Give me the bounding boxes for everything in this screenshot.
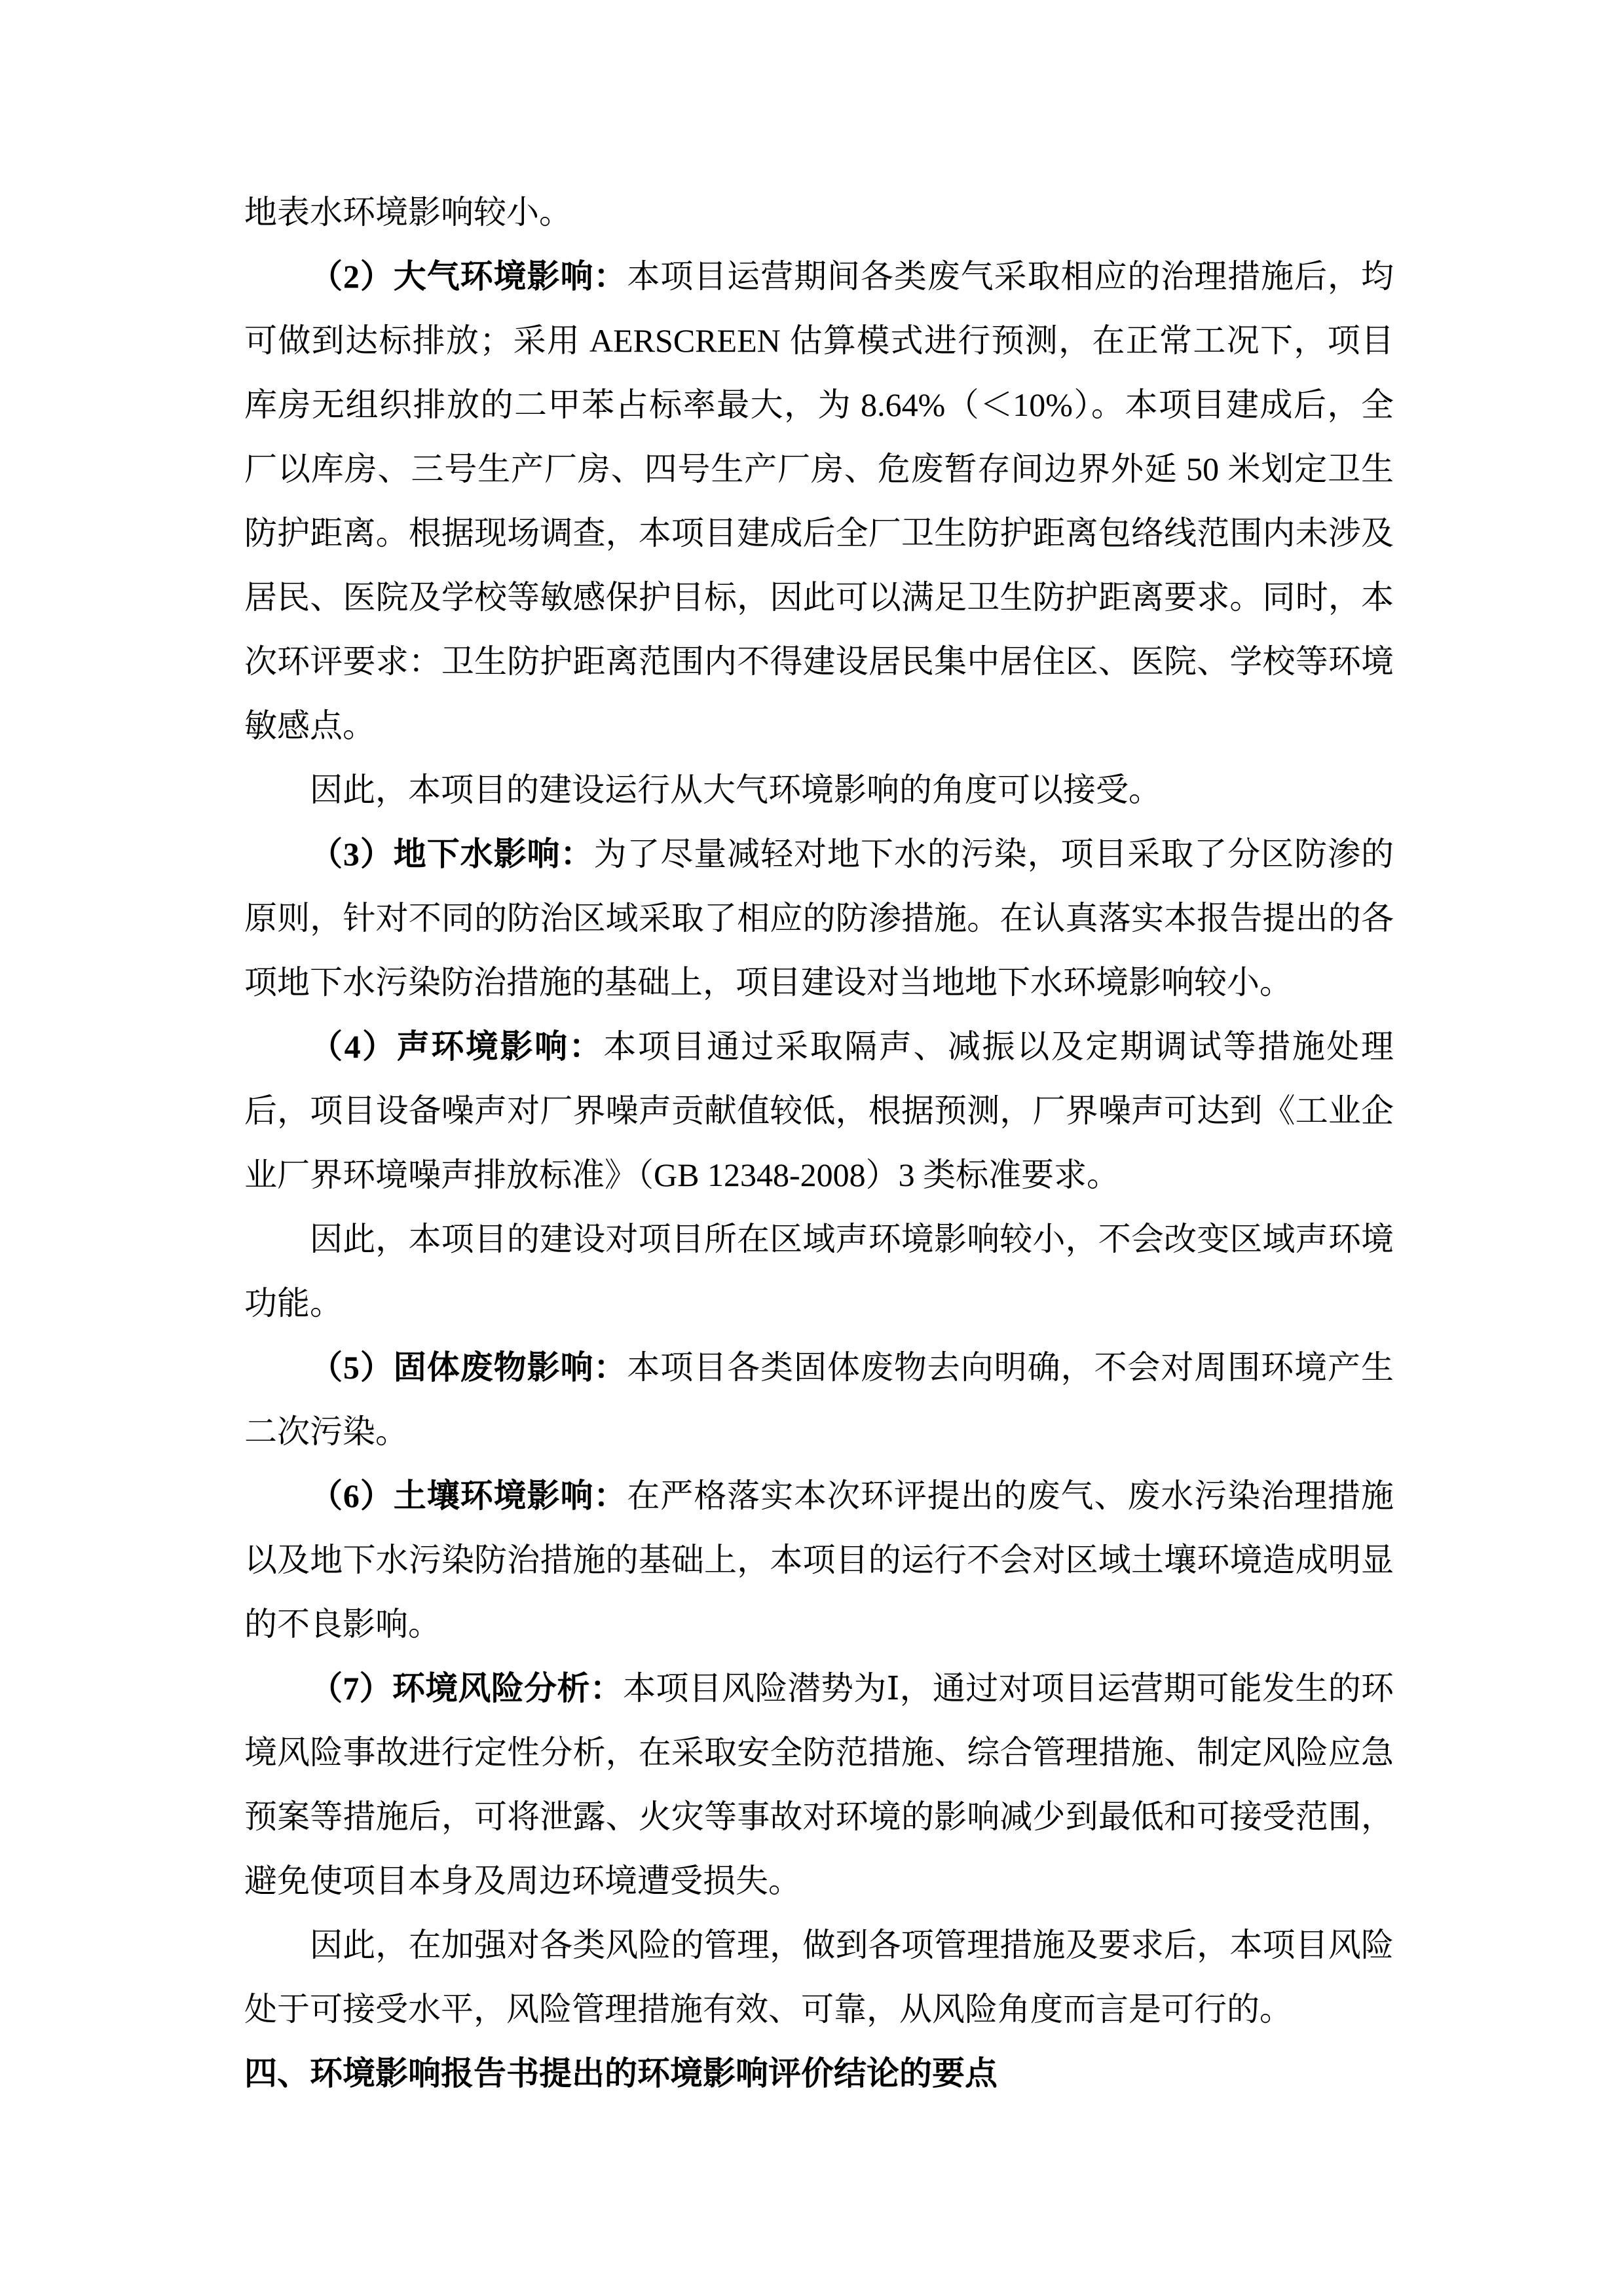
text-run: 本项目运营期间各类废气采取相应的治理措施后，均可做到达标排放；采用 AERSCREEN 估算模式进行预测，在正常工况下，项目库房无组织排放的二甲苯占标率最大，为 8.64%（＜10%）。本项目建成后，全厂以库房、三号生产厂房、四号生产厂房、危废暂存间边界外延 50 米划定卫生防护距离。根据现场调查，本项目建成后全厂卫生防护距离包络线范围内未涉及居民、医院及学校等敏感保护目标，因此可以满足卫生防护距离要求。同时，本次环评要求：卫生防护距离范围内不得建设居民集中居住区、医院、学校等环境敏感点。 <box>244 258 1394 744</box>
paragraph <box>244 822 1394 1014</box>
text-run: 本项目通过采取隔声、减振以及定期调试等措施处理后，项目设备噪声对厂界噪声贡献值较低，根据预测，厂界噪声可达到《工业企业厂界环境噪声排放标准》（GB 12348-2008）3 类标准要求。 <box>244 1028 1394 1193</box>
text-run: 本项目各类固体废物去向明确，不会对周围环境产生二次污染。 <box>244 1349 1394 1450</box>
text-run: 地表水环境影响较小。 <box>244 194 572 231</box>
paragraph <box>244 1207 1394 1335</box>
clause-label: （5）固体废物影响： <box>310 1349 627 1386</box>
paragraph <box>244 244 1394 758</box>
text-run: 在严格落实本次环评提出的废气、废水污染治理措施以及地下水污染防治措施的基础上，本项目的运行不会对区域土壤环境造成明显的不良影响。 <box>244 1477 1394 1642</box>
text-run: 因此，本项目的建设对项目所在区域声环境影响较小，不会改变区域声环境功能。 <box>244 1221 1394 1322</box>
text-run: 因此，在加强对各类风险的管理，做到各项管理措施及要求后，本项目风险处于可接受水平，风险管理措施有效、可靠，从风险角度而言是可行的。 <box>244 1927 1394 2028</box>
clause-label: （4）声环境影响： <box>310 1028 604 1065</box>
paragraph <box>244 1913 1394 2041</box>
paragraph <box>244 1014 1394 1207</box>
clause-label: （7）环境风险分析： <box>310 1670 624 1707</box>
section-heading <box>244 2041 1394 2105</box>
clause-label: 四、环境影响报告书提出的环境影响评价结论的要点 <box>244 2055 998 2092</box>
paragraph <box>244 1335 1394 1464</box>
paragraph <box>244 1656 1394 1913</box>
clause-label: （6）土壤环境影响： <box>310 1477 627 1514</box>
paragraph <box>244 758 1394 822</box>
text-run: 因此，本项目的建设运行从大气环境影响的角度可以接受。 <box>310 771 1161 808</box>
document-body <box>244 180 1394 2105</box>
paragraph <box>244 180 1394 244</box>
paragraph <box>244 1464 1394 1656</box>
text-run: 本项目风险潜势为Ⅰ，通过对项目运营期可能发生的环境风险事故进行定性分析，在采取安全防范措施、综合管理措施、制定风险应急预案等措施后，可将泄露、火灾等事故对环境的影响减少到最低和可接受范围，避免使项目本身及周边环境遭受损失。 <box>244 1670 1394 1899</box>
text-run: 为了尽量减轻对地下水的污染，项目采取了分区防渗的原则，针对不同的防治区域采取了相应的防渗措施。在认真落实本报告提出的各项地下水污染防治措施的基础上，项目建设对当地地下水环境影响较小。 <box>244 836 1394 1001</box>
clause-label: （3）地下水影响： <box>310 836 594 872</box>
clause-label: （2）大气环境影响： <box>310 258 627 295</box>
